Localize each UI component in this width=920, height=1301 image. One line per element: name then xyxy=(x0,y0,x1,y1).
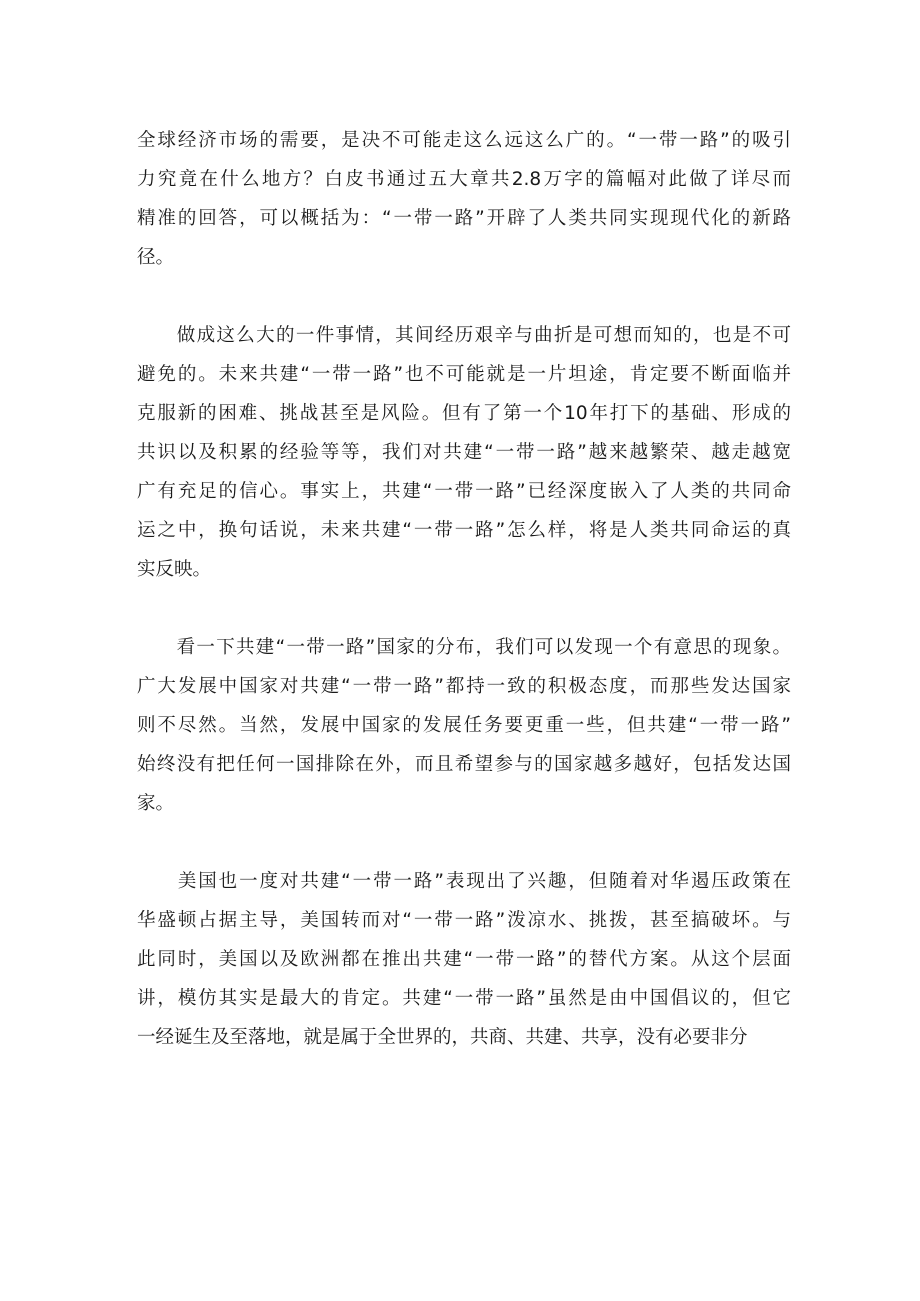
paragraph xyxy=(137,121,791,277)
paragraph xyxy=(137,628,791,823)
paragraph-spacer xyxy=(137,277,791,316)
document-body xyxy=(137,121,791,1057)
text-line: 始终没有把任何一国排除在外，而且希望参与的国家越多越好，包括发达国 xyxy=(137,754,791,775)
paragraph-spacer xyxy=(137,589,791,628)
text-line: 共识以及积累的经验等等，我们对共建“一带一路”越来越繁荣、越走越宽 xyxy=(137,442,791,463)
text-line: 精准的回答，可以概括为：“一带一路”开辟了人类共同实现现代化的新路 xyxy=(137,208,791,229)
text-line: 一经诞生及至落地，就是属于全世界的，共商、共建、共享，没有必要非分 xyxy=(137,1027,748,1048)
text-line: 美国也一度对共建“一带一路”表现出了兴趣，但随着对华遏压政策在 xyxy=(137,871,791,892)
text-line: 华盛顿占据主导，美国转而对“一带一路”泼凉水、挑拨，甚至搞破坏。与 xyxy=(137,910,791,931)
text-line: 运之中，换句话说，未来共建“一带一路”怎么样，将是人类共同命运的真 xyxy=(137,520,791,541)
text-line: 做成这么大的一件事情，其间经历艰辛与曲折是可想而知的，也是不可 xyxy=(137,325,791,346)
text-line: 避免的。未来共建“一带一路”也不可能就是一片坦途，肯定要不断面临并 xyxy=(137,364,791,385)
paragraph xyxy=(137,316,791,589)
text-line: 实反映。 xyxy=(137,559,212,580)
text-line: 广大发展中国家对共建“一带一路”都持一致的积极态度，而那些发达国家 xyxy=(137,676,791,697)
text-line: 则不尽然。当然，发展中国家的发展任务要更重一些，但共建“一带一路” xyxy=(137,715,791,736)
text-line: 看一下共建“一带一路”国家的分布，我们可以发现一个有意思的现象。 xyxy=(137,637,791,658)
text-line: 力究竟在什么地方？白皮书通过五大章共2.8万字的篇幅对此做了详尽而 xyxy=(137,169,791,190)
text-line: 克服新的困难、挑战甚至是风险。但有了第一个10年打下的基础、形成的 xyxy=(137,403,791,424)
paragraph-spacer xyxy=(137,823,791,862)
text-line: 讲，模仿其实是最大的肯定。共建“一带一路”虽然是由中国倡议的，但它 xyxy=(137,988,791,1009)
text-line: 此同时，美国以及欧洲都在推出共建“一带一路”的替代方案。从这个层面 xyxy=(137,949,791,970)
text-line: 径。 xyxy=(137,247,175,268)
text-line: 广有充足的信心。事实上，共建“一带一路”已经深度嵌入了人类的共同命 xyxy=(137,481,791,502)
text-line: 全球经济市场的需要，是决不可能走这么远这么广的。“一带一路”的吸引 xyxy=(137,130,791,151)
paragraph xyxy=(137,862,791,1057)
text-line: 家。 xyxy=(137,793,175,814)
